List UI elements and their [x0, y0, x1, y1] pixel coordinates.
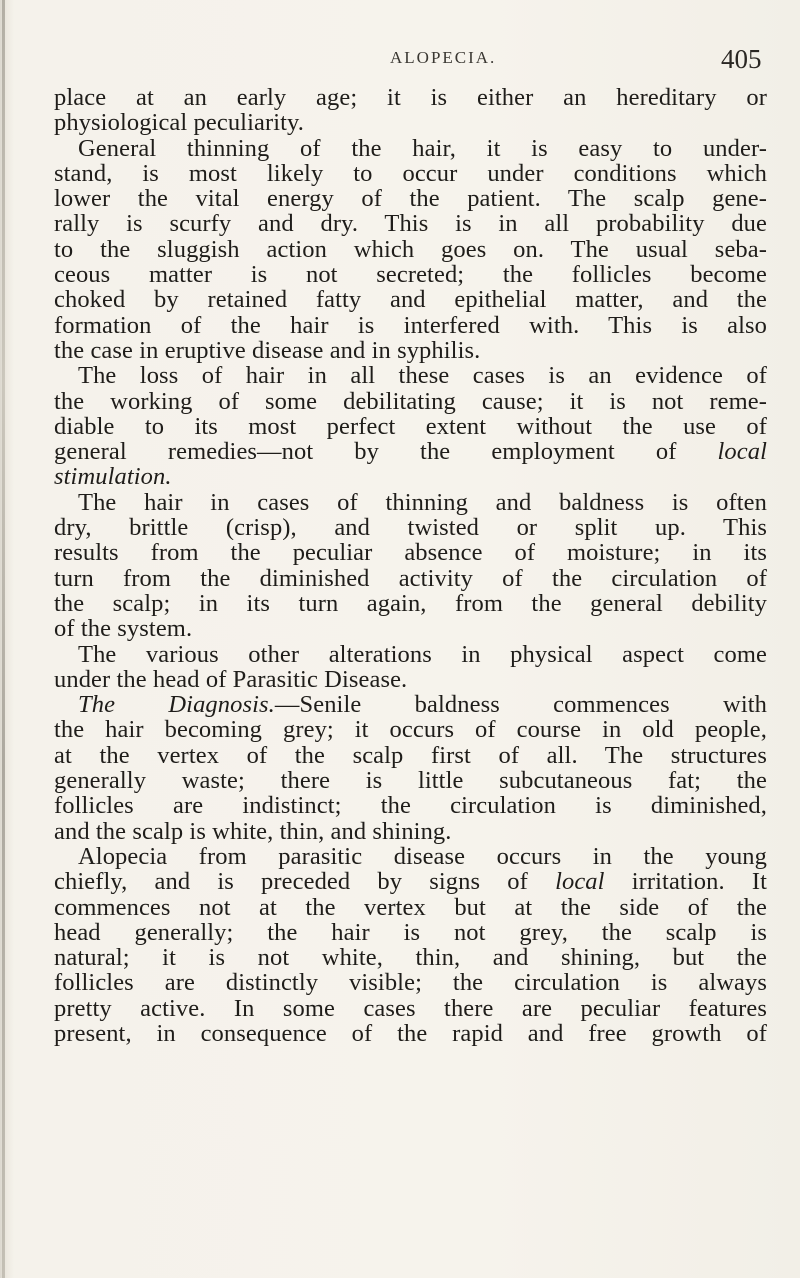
text-line: dry, brittle (crisp), and twisted or split up. This — [54, 515, 767, 541]
italic-phrase: stimulation. — [54, 464, 172, 490]
italic-phrase: local — [717, 439, 767, 465]
text-line: physiological peculiarity. — [54, 110, 305, 136]
text-line: The hair in cases of thinning and baldness is often — [78, 489, 767, 516]
text-line: formation of the hair is interfered with. This is also — [54, 312, 767, 338]
text-line: lower the vital energy of the patient. The scalp gene- — [54, 186, 767, 212]
text-line — [54, 464, 767, 489]
text-line: place at an early age; it is either an hereditary or — [54, 85, 767, 111]
text-line: the scalp; in its turn again, from the general debility — [54, 590, 767, 617]
text-line: generally waste; there is little subcutaneous fat; the — [54, 768, 767, 794]
text-line: at the vertex of the scalp first of all. The structures — [54, 742, 767, 769]
text-line: stand, is most likely to occur under conditions which — [54, 160, 767, 187]
text-line: follicles are distinctly visible; the circulation is always — [54, 970, 767, 996]
italic-phrase: local — [555, 869, 605, 895]
text-line: natural; it is not white, thin, and shining, but the — [54, 945, 767, 971]
running-head-title: ALOPECIA. — [390, 48, 497, 67]
page-number: 405 — [721, 44, 762, 74]
italic-phrase: The Diagnosis. — [78, 692, 275, 718]
text-line: General thinning of the hair, it is easy to under- — [78, 135, 767, 161]
text-line: diable to its most perfect extent without the use of — [54, 413, 767, 440]
text-line: choked by retained fatty and epithelial matter, and the — [54, 287, 767, 313]
text-line: turn from the diminished activity of the circulation of — [54, 565, 767, 591]
text-line: pretty active. In some cases there are peculiar features — [54, 995, 767, 1021]
text-line: The loss of hair in all these cases is an evidence of — [78, 363, 767, 389]
text-line: present, in consequence of the rapid and free growth of — [54, 1020, 767, 1047]
text-line: to the sluggish action which goes on. The usual seba- — [54, 236, 767, 263]
text-line: the working of some debilitating cause; it is not reme- — [54, 388, 767, 414]
text-line: chiefly, and is preceded by signs of local irritation. It — [54, 869, 767, 895]
text-line: and the scalp is white, thin, and shining. — [54, 818, 452, 844]
text-line: the case in eruptive disease and in syphilis. — [54, 337, 481, 364]
running-head — [0, 34, 800, 74]
text-line: The various other alterations in physical aspect come — [78, 641, 767, 667]
text-line: The Diagnosis.—Senile baldness commences with — [78, 692, 767, 718]
text-line: head generally; the hair is not grey, the scalp is — [54, 919, 767, 946]
text-line: general remedies—not by the employment of local — [54, 439, 767, 465]
text-line: results from the peculiar absence of moisture; in its — [54, 540, 767, 566]
body-text — [54, 85, 767, 1046]
text-line: Alopecia from parasitic disease occurs in the young — [78, 843, 767, 870]
text-line: follicles are indistinct; the circulation is diminished, — [54, 793, 767, 819]
text-line: rally is scurfy and dry. This is in all probability due — [54, 211, 767, 237]
text-line: ceous matter is not secreted; the follicles become — [54, 262, 767, 288]
text-line: under the head of Parasitic Disease. — [54, 666, 408, 693]
text-line: commences not at the vertex but at the side of the — [54, 894, 767, 920]
text-line: of the system. — [54, 616, 193, 642]
text-line: the hair becoming grey; it occurs of course in old people, — [54, 717, 767, 743]
page-gutter-edge — [2, 0, 5, 1278]
